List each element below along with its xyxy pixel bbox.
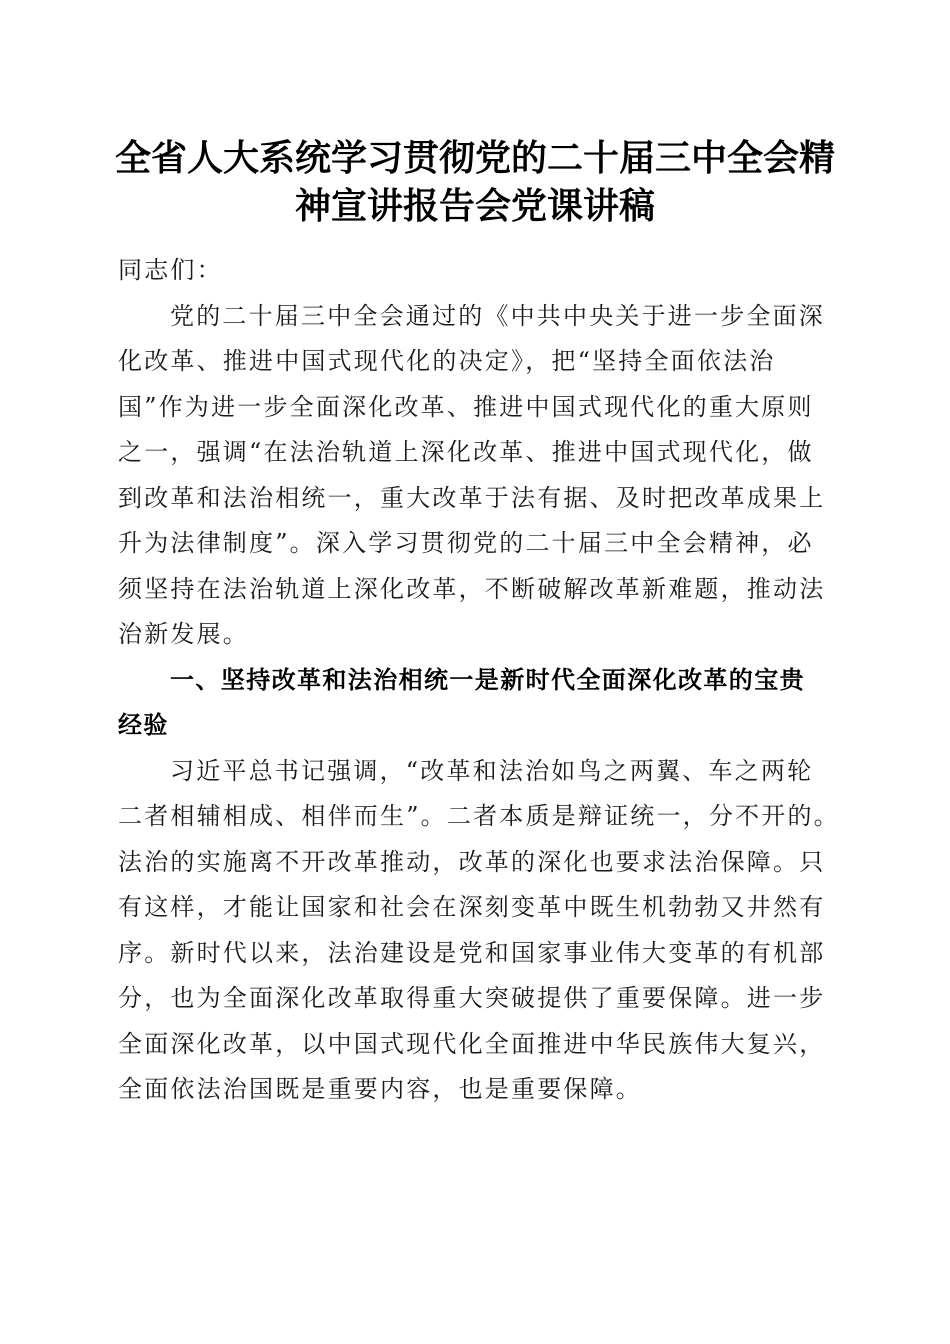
- paragraph-line: 到改革和法治相统一，重大改革于法有据、及时把改革成果上: [118, 483, 826, 512]
- paragraph-line: 有这样，才能让国家和社会在深刻变革中既生机勃勃又井然有: [118, 893, 826, 921]
- title-line: 全省人大系统学习贯彻党的二十届三中全会精: [114, 137, 835, 179]
- document-title: [100, 134, 850, 230]
- paragraph-line: 化改革、推进中国式现代化的决定》，把“坚持全面依法治: [118, 347, 776, 375]
- paragraph-line: 须坚持在法治轨道上深化改革，不断破解改革新难题，推动法: [118, 574, 826, 603]
- paragraph-line: 之一，强调“在法治轨道上深化改革、推进中国式现代化，做: [118, 438, 814, 466]
- heading-line: 一、坚持改革和法治相统一是新时代全面深化改革的宝贵: [170, 665, 805, 694]
- paragraph-line: 法治的实施离不开改革推动，改革的深化也要求法治保障。只: [118, 847, 826, 876]
- section-heading-1: [118, 658, 833, 749]
- paragraph-line: 党的二十届三中全会通过的《中共中央关于进一步全面深: [170, 301, 825, 330]
- paragraph-line: 习近平总书记强调，“改革和法治如鸟之两翼、车之两轮: [170, 756, 814, 785]
- paragraph-2: [118, 749, 840, 1113]
- heading-line: 经验: [118, 711, 169, 739]
- title-line: 神宣讲报告会党课讲稿: [294, 185, 655, 227]
- paragraph-line: 序。新时代以来，法治建设是党和国家事业伟大变革的有机部: [118, 938, 826, 967]
- salutation: 同志们：: [118, 256, 223, 284]
- document-body: [118, 248, 840, 1113]
- paragraph-line: 升为法律制度”。深入学习贯彻党的二十届三中全会精神，必: [118, 529, 814, 557]
- paragraph-line: 国”作为进一步全面深化改革、推进中国式现代化的重大原则: [118, 392, 814, 421]
- paragraph-line: 全面依法治国既是重要内容，也是重要保障。: [118, 1075, 642, 1103]
- paragraph-line: 二者相辅相成、相伴而生”。二者本质是辩证统一，分不开的。: [118, 802, 840, 830]
- paragraph-line: 分，也为全面深化改革取得重大突破提供了重要保障。进一步: [118, 984, 826, 1012]
- paragraph-line: 全面深化改革，以中国式现代化全面推进中华民族伟大复兴，: [118, 1029, 826, 1058]
- paragraph-line: 治新发展。: [118, 620, 249, 648]
- paragraph-1: [118, 294, 833, 658]
